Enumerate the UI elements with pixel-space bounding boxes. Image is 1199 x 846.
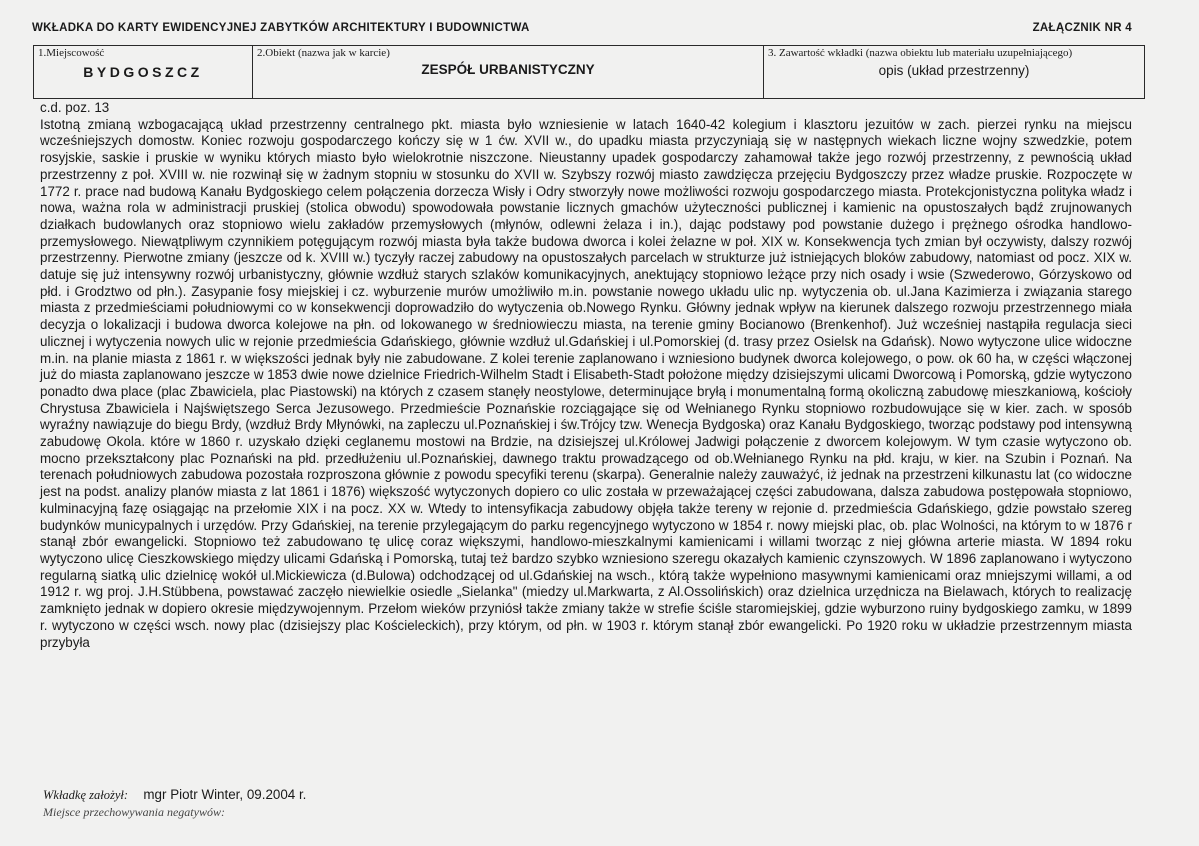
locality-field [34, 46, 252, 98]
locality-label: 1.Miejscowość [38, 47, 105, 59]
document-title: WKŁADKA DO KARTY EWIDENCYJNEJ ZABYTKÓW ARCHITEKTURY I BUDOWNICTWA [32, 22, 530, 34]
document-header [32, 22, 1132, 40]
description-text: Istotną zmianą wzbogacającą układ przestrzenny centralnego pkt. miasta było wzniesienie w latach 1640-42 kolegium i klasztoru jezuitów w zach. pierzei rynku na miejscu wcześniejszych domostw. Koniec rozwoju gospodarczego kończy się w 1 ćw. XVII w., do upadku miasta przyczyniają się w następnych wiekach liczne wojny szwedzkie, potem rosyjskie, saskie i pruskie w wyniku których miasto było wielokrotnie niszczone. Nieustanny upadek gospodarczy zahamował także jego rozwój przestrzenny, z pewnością układ przestrzenny z poł. XVIII w. nie rozwinął się w żadnym stopniu w stosunku do XVII w. Szybszy rozwój miasto zawdzięcza przejęciu Bydgoszczy przez władze pruskie. Rozpoczęte w 1772 r. prace nad budową Kanału Bydgoskiego celem połączenia dorzecza Wisły i Odry stworzyły nowe możliwości rozwoju gospodarczego miasta. Protekcjonistyczna polityka władz i nowa, ważna rola w administracji pruskiej (stolica obwodu) spowodowała powstanie licznych gmachów użyteczności publicznej i kamienic na opustoszałych bądź zrujnowanych działkach budowlanych oraz stopniowo wielu zakładów przemysłowych (młynów, odlewni żelaza i in.), dając podstawy pod powstanie dużego i prężnego ośrodka handlowo-przemysłowego. Niewątpliwym czynnikiem potęgującym rozwój miasta była także budowa dworca i kolei żelazne w poł. XIX w. Konsekwencja tych zmian był oczywisty, dalszy rozwój przestrzenny. Pierwotne zmiany (jeszcze od k. XVIII w.) tyczyły raczej zabudowy na opustoszałych parcelach w strukturze już istniejących bloków zabudowy, natomiast od pocz. XIX w. datuje się już intensywny rozwój urbanistyczny, głównie wzdłuż starych szlaków komunikacyjnych, anektujący stopniowo leżące przy nich osady i wsie (Szwederowo, Górzyskowo od płd. i Grodztwo od płn.). Zasypanie fosy miejskiej i cz. wyburzenie murów umożliwiło m.in. powstanie nowego układu ulic np. wytyczenia ob. ul.Jana Kazimierza i związania starego miasta z przedmieściami południowymi co w konsekwencji doprowadziło do wytyczenia ob.Nowego Rynku. Główny jednak wpływ na kierunek dalszego rozwoju przestrzennego miała decyzja o lokalizacji i budowa dworca kolejowe na płn. od lokowanego w średniowieczu miasta, na terenie gminy Bocianowo (Brenkenhof). Już wcześniej nastąpiła regulacja sieci ulicznej i wytyczenia nowych ulic w rejonie przedmieścia Gdańskiego, głównie wzdłuż ul.Gdańskiej i ul.Pomorskiej (d. trasy przez Osielsk na Gdańsk). Nowo wytyczone ulice widoczne m.in. na planie miasta z 1861 r. w większości jednak były nie zabudowane. Z kolei terenie zaplanowano i wzniesiono budynek dworca kolejowego, o pow. ok 60 ha, w części włączonej już do miasta zaplanowano jeszcze w 1853 dwie nowe dzielnice Friedrich-Wilhelm Stadt i Elisabeth-Stadt położone między dzisiejszymi ulicami Dworcową i Pomorską, gdzie wytyczono ponadto dwa place (plac Zbawiciela, plac Piastowski) na których z czasem stanęły neostylowe, determinujące bryłą i monumentalną formą okoliczną zabudowę mieszkaniową, kościoły Chrystusa Zbawiciela i Najświętszego Serca Jezusowego. Przedmieście Poznańskie rozciągające się od Wełnianego Rynku stopniowo rozbudowujące się w kier. zach. w sposób wyraźny nawiązuje do biegu Brdy, (wzdłuż Brdy Młynówki, na zapleczu ul.Poznańskiej i św.Trójcy tzw. Wenecja Bydgoska) oraz Kanału Bydgoskiego, tworząc podstawy pod intensywną zabudowę Okola. które w 1860 r. uzyskało dzięki ceglanemu mostowi na Brdzie, na dzisiejszej ul.Królowej Jadwigi połączenie z dworcem kolejowym. W tym czasie wytyczono ob. mocno przekształcony plac Poznański na płd. przedłużeniu ul.Poznańskiej, dawnego traktu prowadzącego od ob.Wełnianego Rynku na płd. kraju, w kier. na Szubin i Poznań. Na terenach południowych zabudowa pozostała rozproszona głównie z powodu specyfiki terenu (skarpa). Generalnie należy zauważyć, iż jednak na przestrzeni kilkunastu lat (co widoczne jest na podst. analizy planów miasta z lat 1861 i 1876) większość wytyczonych dopiero co ulic została w przeważającej części zabudowana, dalsza zabudowa postępowała stopniowo, kulminacyjną fazę osiągając na przełomie XIX i na pocz. XX w. Wtedy to intensyfikacja zabudowy objęła także tereny w rejonie d. przedmieścia Gdańskiego, gdzie powstało szereg budynków municypalnych i urzędów. Przy Gdańskiej, na terenie przylegającym do parku regencyjnego wytyczono w 1854 r. nowy miejski plac, ob. plac Wolności, na którym to w 1876 r stanął zbór ewangelicki. Stopniowo też zabudowano tę ulicę coraz większymi, handlowo-mieszkalnymi kamienicami i willami tworząc z niej główna arterie miasta. W 1894 roku wytyczono ulicę Cieszkowskiego między ulicami Gdańską i Pomorską, tutaj też bardzo szybko wzniesiono szeregu okazałych kamienic czynszowych. W 1896 zaplanowano i wytyczono regularną siatką ulic dzielnicę wokół ul.Mickiewicza (d.Bulowa) odchodzącej od ul.Gdańskiej na wsch., którą także wypełniono masywnymi kamienicami oraz mniejszymi willami, a od 1912 r. wg proj. J.H.Stübbena, powstawać zaczęło niewielkie osiedle „Sielanka" (miedzy ul.Markwarta, z Al.Ossolińskich) oraz dzielnica urzędnicza na Bielawach, których to realizację zamknięto jednak w dopiero okresie międzywojennym. Przełom wieków przyniósł także zmiany także w strefie ściśle staromiejskiej, gdzie wyburzono ruiny bydgoskiego zamku, w 1899 r. wytyczono w części wsch. nowy plac (dzisiejszy plac Kościeleckich), przy którym, od płn. w 1903 r. którym stanął zbór ewangelicki. Po 1920 roku w układzie przestrzennym miasta przybyła [40, 116, 1132, 650]
annex-number: ZAŁĄCZNIK NR 4 [1032, 22, 1132, 34]
object-label: 2.Obiekt (nazwa jak w karcie) [257, 47, 390, 59]
contents-field [763, 46, 1144, 98]
continuation-note: c.d. poz. 13 [40, 100, 110, 115]
header-fields-table [33, 45, 1145, 99]
contents-label: 3. Zawartość wkładki (nazwa obiektu lub materiału uzupełniającego) [768, 47, 1073, 59]
negatives-storage-label: Miejsce przechowywania negatywów: [43, 805, 225, 819]
object-field [252, 46, 763, 98]
object-value: ZESPÓŁ URBANISTYCZNY [421, 62, 595, 77]
contents-value: opis (układ przestrzenny) [878, 63, 1030, 78]
prepared-by [43, 787, 643, 803]
locality-value: BYDGOSZCZ [83, 64, 203, 80]
prepared-by-value: mgr Piotr Winter, 09.2004 r. [143, 787, 307, 802]
prepared-by-label: Wkładkę założył: [43, 788, 129, 802]
description-body [40, 100, 1132, 651]
